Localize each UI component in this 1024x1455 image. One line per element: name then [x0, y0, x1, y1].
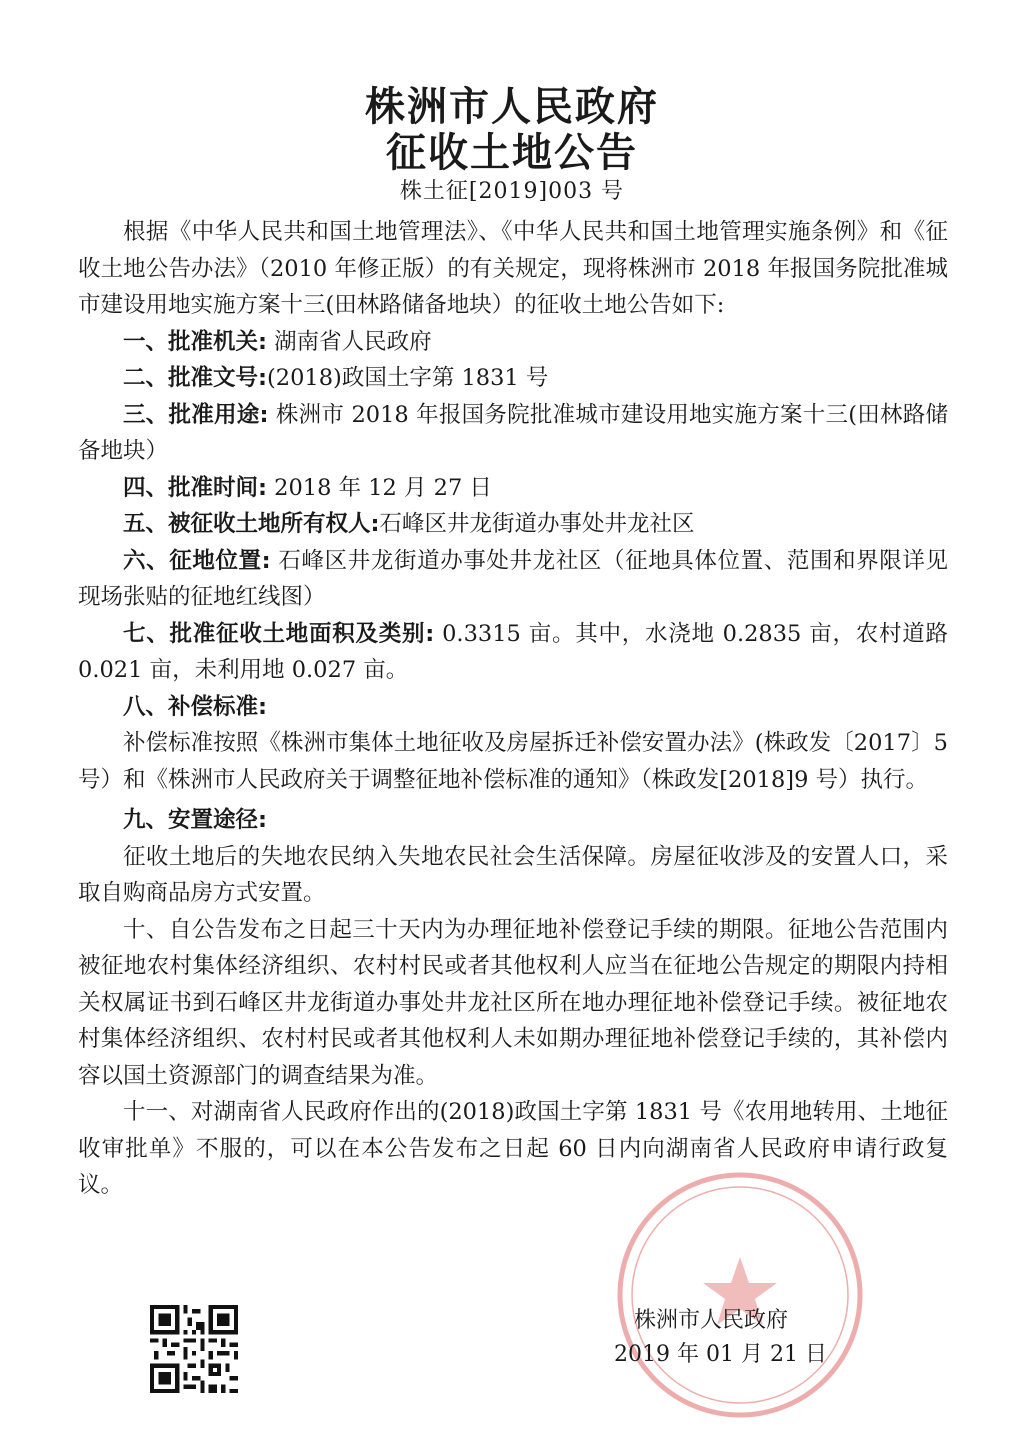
item-compensation-text: 补偿标准按照《株洲市集体土地征收及房屋拆迁补偿安置办法》(株政发〔2017〕5 号）和《株洲市人民政府关于调整征地补偿标准的通知》（株政发[2018]9 号）执行。: [78, 730, 948, 793]
item-value: 株洲市 2018 年报国务院批准城市建设用地实施方案十三(田林路储备地块）: [78, 401, 949, 464]
item-label: 九、安置途径:: [123, 807, 267, 833]
item-value: 2018 年 12 月 27 日: [267, 474, 492, 501]
item-label: 一、批准机关:: [123, 328, 267, 355]
document-number: 株土征[2019]003 号: [399, 179, 625, 204]
item-label: 四、批准时间:: [123, 474, 267, 501]
official-seal-icon: [610, 1165, 870, 1425]
item-area: [78, 616, 948, 689]
item-approval-authority: [78, 324, 948, 361]
item-location: [78, 543, 948, 616]
item-label: 八、补偿标准:: [123, 693, 267, 720]
item-value: 0.3315 亩。其中，水浇地 0.2835 亩，农村道路 0.021 亩，未利用地 0.027 亩。: [78, 620, 948, 683]
item-compensation-heading: [78, 689, 948, 726]
item-value: 石峰区井龙街道办事处井龙社区（征地具体位置、范围和界限详见现场张贴的征地红线图）: [78, 547, 949, 610]
issuer-name: 株洲市人民政府: [634, 1308, 789, 1333]
item-registration-period: 十、自公告发布之日起三十天内为办理征地补偿登记手续的期限。征地公告范围内被征地农村集体经济组织、农村村民或者其他权利人应当在征地公告规定的期限内持相关权属证书到石峰区井龙街道办事处井龙社区所在地办理征地补偿登记手续。被征地农村集体经济组织、农村村民或者其他权利人未如期办理征地补偿登记手续的，其补偿内容以国土资源部门的调查结果为准。: [78, 916, 948, 1089]
item-resettlement-heading: [78, 802, 948, 839]
item-label: 二、批准文号:: [123, 365, 267, 391]
item-label: 五、被征收土地所有权人:: [123, 511, 380, 537]
qr-code-icon: [150, 1305, 238, 1393]
item-label: 七、批准征收土地面积及类别:: [123, 620, 435, 647]
item-administrative-review: 十一、对湖南省人民政府作出的(2018)政国土字第 1831 号《农用地转用、土地征收审批单》不服的，可以在本公告发布之日起 60 日内向湖南省人民政府申请行政复议。: [78, 1099, 948, 1198]
issue-date: 2019 年 01 月 21 日: [614, 1342, 827, 1367]
notice-body: [78, 214, 948, 1204]
item-owner: [78, 506, 948, 543]
item-value: 石峰区井龙街道办事处井龙社区: [379, 511, 695, 537]
item-label: 六、征地位置:: [123, 547, 271, 574]
intro-paragraph: 根据《中华人民共和国土地管理法》、《中华人民共和国土地管理实施条例》和《征收土地公告办法》（2010 年修正版）的有关规定，现将株洲市 2018 年报国务院批准城市建设用地实施方案十三(田林路储备地块）的征收土地公告如下:: [78, 219, 948, 318]
item-resettlement-text: 征收土地后的失地农民纳入失地农民社会生活保障。房屋征收涉及的安置人口，采取自购商品房方式安置。: [78, 843, 948, 906]
item-value: 湖南省人民政府: [267, 328, 432, 355]
item-approval-time: [78, 470, 948, 507]
item-label: 三、批准用途:: [123, 401, 269, 428]
item-approval-use: [78, 397, 948, 470]
page-subtitle: 征收土地公告: [386, 130, 638, 176]
item-approval-doc: [78, 360, 948, 397]
item-value: (2018)政国土字第 1831 号: [267, 365, 549, 391]
page-title: 株洲市人民政府: [365, 84, 659, 130]
